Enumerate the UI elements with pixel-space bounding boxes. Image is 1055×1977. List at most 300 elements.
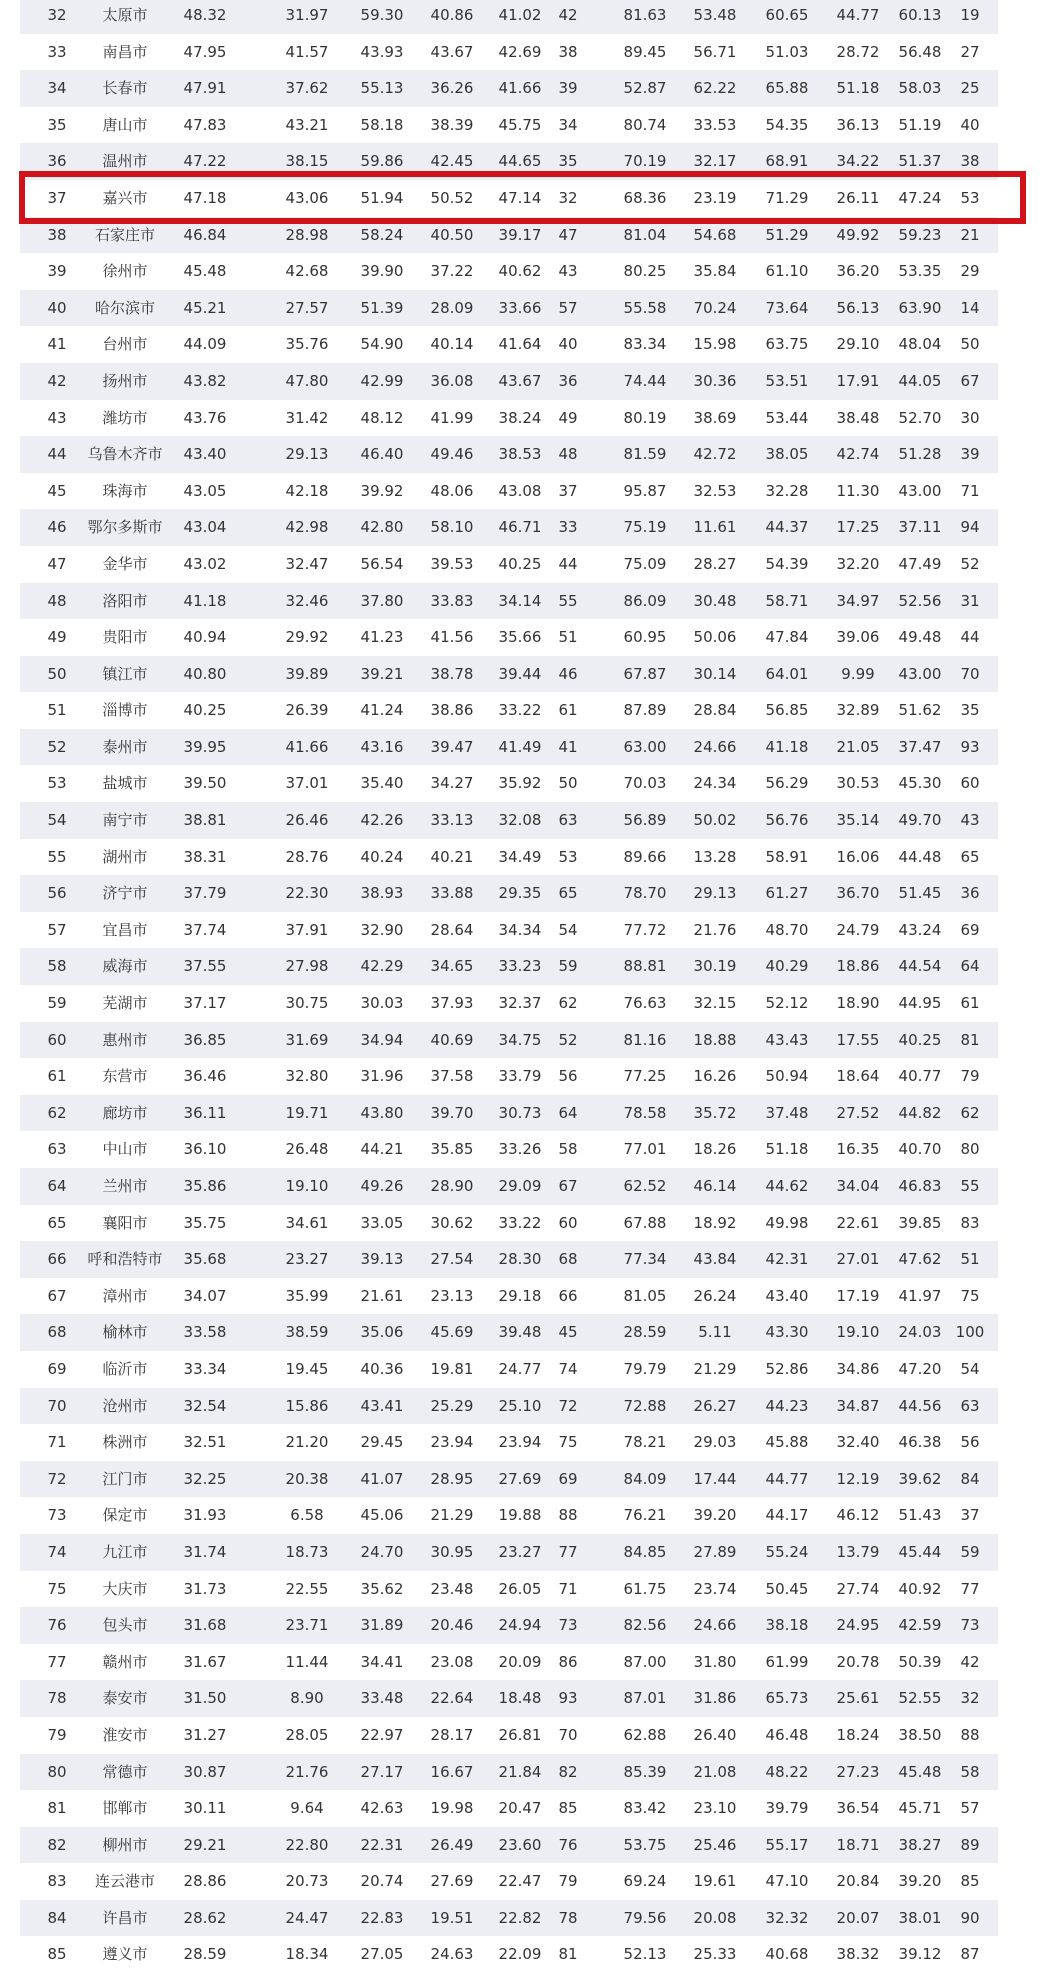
- cell-sub-score-5: 76.21: [623, 1506, 667, 1525]
- cell-sub-score-1: 37.01: [285, 774, 329, 793]
- cell-sub-rank-2: 94: [960, 518, 980, 537]
- cell-sub-score-8: 17.19: [836, 1286, 880, 1305]
- table-row: [20, 143, 998, 180]
- cell-sub-score-8: 30.53: [836, 774, 880, 793]
- cell-sub-score-9: 45.71: [898, 1799, 942, 1818]
- cell-sub-score-9: 52.70: [898, 408, 942, 427]
- cell-city: 沧州市: [102, 1396, 148, 1415]
- cell-sub-score-1: 42.68: [285, 262, 329, 281]
- table-row: [20, 1278, 998, 1315]
- cell-sub-score-7: 64.01: [765, 664, 809, 683]
- cell-sub-score-3: 43.67: [430, 42, 474, 61]
- cell-sub-rank-2: 87: [960, 1945, 980, 1964]
- cell-rank: 68: [47, 1323, 67, 1342]
- cell-sub-score-6: 15.98: [693, 335, 737, 354]
- cell-sub-score-4: 25.10: [498, 1396, 542, 1415]
- cell-sub-score-2: 31.96: [360, 1067, 404, 1086]
- cell-sub-score-8: 32.40: [836, 1433, 880, 1452]
- cell-sub-score-4: 33.26: [498, 1140, 542, 1159]
- cell-sub-score-9: 44.82: [898, 1103, 942, 1122]
- cell-sub-score-2: 39.92: [360, 481, 404, 500]
- table-row: [20, 729, 998, 766]
- cell-sub-score-7: 54.39: [765, 554, 809, 573]
- cell-sub-score-1: 42.98: [285, 518, 329, 537]
- cell-score: 39.95: [183, 737, 227, 756]
- cell-sub-rank-2: 50: [960, 335, 980, 354]
- cell-sub-score-9: 48.04: [898, 335, 942, 354]
- table-row: [20, 1241, 998, 1278]
- cell-sub-rank-2: 40: [960, 115, 980, 134]
- cell-sub-score-4: 40.25: [498, 554, 542, 573]
- cell-sub-rank-1: 67: [558, 1177, 578, 1195]
- cell-sub-score-7: 50.45: [765, 1579, 809, 1598]
- cell-sub-score-8: 17.55: [836, 1030, 880, 1049]
- cell-sub-score-9: 24.03: [898, 1323, 942, 1342]
- cell-city: 襄阳市: [102, 1213, 148, 1232]
- cell-score: 47.22: [183, 152, 227, 171]
- cell-sub-score-8: 26.11: [836, 188, 880, 207]
- cell-sub-score-5: 69.24: [623, 1872, 667, 1891]
- cell-sub-score-2: 32.90: [360, 920, 404, 939]
- cell-sub-score-7: 55.17: [765, 1835, 809, 1854]
- cell-sub-score-2: 38.93: [360, 884, 404, 903]
- cell-sub-rank-2: 29: [960, 262, 980, 281]
- cell-sub-score-8: 36.70: [836, 884, 880, 903]
- cell-sub-score-2: 37.80: [360, 591, 404, 610]
- cell-sub-score-3: 39.47: [430, 737, 474, 756]
- cell-sub-score-6: 27.89: [693, 1542, 737, 1561]
- cell-rank: 60: [47, 1030, 67, 1049]
- cell-sub-score-7: 32.32: [765, 1908, 809, 1927]
- cell-sub-score-1: 23.71: [285, 1616, 329, 1635]
- cell-sub-score-8: 27.23: [836, 1762, 880, 1781]
- table-row: [20, 1497, 998, 1534]
- cell-rank: 80: [47, 1762, 67, 1781]
- cell-sub-score-3: 41.56: [430, 628, 474, 647]
- cell-rank: 56: [47, 884, 67, 903]
- cell-sub-rank-2: 63: [960, 1396, 980, 1415]
- cell-sub-score-6: 32.53: [693, 481, 737, 500]
- cell-sub-score-1: 47.80: [285, 371, 329, 390]
- cell-sub-score-1: 37.91: [285, 920, 329, 939]
- cell-sub-score-6: 16.26: [693, 1067, 737, 1086]
- cell-sub-score-2: 59.86: [360, 152, 404, 171]
- cell-sub-rank-1: 47: [558, 225, 578, 244]
- cell-sub-rank-1: 81: [558, 1945, 578, 1964]
- cell-sub-score-7: 49.98: [765, 1213, 809, 1232]
- cell-sub-rank-2: 77: [960, 1579, 980, 1598]
- cell-sub-score-9: 60.13: [898, 6, 942, 24]
- cell-sub-score-2: 22.31: [360, 1835, 404, 1854]
- cell-rank: 79: [47, 1725, 67, 1744]
- cell-sub-score-4: 29.18: [498, 1286, 542, 1305]
- cell-sub-rank-2: 54: [960, 1359, 980, 1378]
- cell-sub-score-9: 51.37: [898, 152, 942, 171]
- cell-score: 31.74: [183, 1542, 227, 1561]
- cell-rank: 46: [47, 518, 67, 537]
- cell-sub-rank-2: 69: [960, 920, 980, 939]
- cell-score: 43.76: [183, 408, 227, 427]
- cell-sub-score-2: 29.45: [360, 1433, 404, 1452]
- cell-sub-rank-1: 54: [558, 920, 578, 939]
- cell-sub-score-8: 35.14: [836, 811, 880, 830]
- cell-sub-score-4: 23.94: [498, 1433, 542, 1452]
- cell-sub-score-8: 38.48: [836, 408, 880, 427]
- cell-sub-rank-1: 93: [558, 1689, 578, 1708]
- cell-sub-rank-1: 38: [558, 42, 578, 61]
- cell-sub-score-1: 18.73: [285, 1542, 329, 1561]
- cell-sub-score-3: 33.83: [430, 591, 474, 610]
- cell-sub-score-3: 40.50: [430, 225, 474, 244]
- cell-sub-score-9: 44.54: [898, 957, 942, 976]
- table-row: [20, 1680, 998, 1717]
- cell-sub-rank-1: 64: [558, 1103, 578, 1122]
- cell-sub-score-3: 49.46: [430, 445, 474, 464]
- cell-sub-score-1: 18.34: [285, 1945, 329, 1964]
- cell-sub-score-4: 43.08: [498, 481, 542, 500]
- cell-score: 40.94: [183, 628, 227, 647]
- cell-sub-score-8: 28.72: [836, 42, 880, 61]
- cell-sub-rank-1: 88: [558, 1506, 578, 1525]
- cell-city: 大庆市: [102, 1579, 148, 1598]
- cell-sub-rank-2: 67: [960, 371, 980, 390]
- cell-sub-score-3: 38.39: [430, 115, 474, 134]
- cell-sub-rank-1: 56: [558, 1067, 578, 1086]
- cell-score: 31.50: [183, 1689, 227, 1708]
- cell-sub-score-5: 75.09: [623, 554, 667, 573]
- cell-rank: 78: [47, 1689, 67, 1708]
- cell-sub-score-6: 31.80: [693, 1652, 737, 1671]
- cell-sub-score-3: 21.29: [430, 1506, 474, 1525]
- cell-sub-score-4: 24.94: [498, 1616, 542, 1635]
- table-row: [20, 1058, 998, 1095]
- cell-sub-score-1: 22.80: [285, 1835, 329, 1854]
- cell-sub-rank-2: 35: [960, 701, 980, 720]
- cell-sub-score-1: 29.92: [285, 628, 329, 647]
- table-row: [20, 400, 998, 437]
- cell-sub-score-8: 34.97: [836, 591, 880, 610]
- cell-sub-score-7: 40.68: [765, 1945, 809, 1964]
- cell-sub-score-7: 51.29: [765, 225, 809, 244]
- cell-sub-score-4: 26.05: [498, 1579, 542, 1598]
- cell-rank: 55: [47, 847, 67, 866]
- cell-score: 37.74: [183, 920, 227, 939]
- cell-sub-rank-1: 68: [558, 1250, 578, 1269]
- cell-sub-score-2: 44.21: [360, 1140, 404, 1159]
- cell-sub-rank-2: 27: [960, 42, 980, 61]
- cell-sub-score-7: 61.10: [765, 262, 809, 281]
- cell-sub-score-9: 53.35: [898, 262, 942, 281]
- cell-sub-score-2: 54.90: [360, 335, 404, 354]
- cell-sub-score-5: 81.05: [623, 1286, 667, 1305]
- cell-sub-score-4: 23.27: [498, 1542, 542, 1561]
- cell-sub-score-6: 42.72: [693, 445, 737, 464]
- cell-sub-rank-2: 39: [960, 445, 980, 464]
- cell-sub-score-3: 50.52: [430, 188, 474, 207]
- cell-sub-score-8: 24.79: [836, 920, 880, 939]
- cell-rank: 58: [47, 957, 67, 976]
- cell-sub-score-4: 33.66: [498, 298, 542, 317]
- cell-sub-score-9: 49.48: [898, 628, 942, 647]
- cell-sub-score-3: 19.51: [430, 1908, 474, 1927]
- cell-sub-score-5: 81.63: [623, 6, 667, 24]
- cell-sub-rank-1: 42: [558, 6, 578, 24]
- cell-sub-score-7: 58.71: [765, 591, 809, 610]
- cell-sub-score-3: 33.88: [430, 884, 474, 903]
- cell-sub-score-1: 41.57: [285, 42, 329, 61]
- cell-sub-score-1: 27.98: [285, 957, 329, 976]
- table-row: [20, 546, 998, 583]
- cell-sub-score-6: 23.74: [693, 1579, 737, 1598]
- cell-sub-score-4: 28.30: [498, 1250, 542, 1269]
- cell-sub-score-2: 58.18: [360, 115, 404, 134]
- cell-sub-score-6: 25.33: [693, 1945, 737, 1964]
- cell-sub-score-5: 83.42: [623, 1799, 667, 1818]
- cell-sub-score-4: 39.17: [498, 225, 542, 244]
- cell-sub-score-5: 70.03: [623, 774, 667, 793]
- cell-city: 呼和浩特市: [87, 1250, 163, 1269]
- cell-sub-rank-2: 89: [960, 1835, 980, 1854]
- cell-sub-score-2: 41.24: [360, 701, 404, 720]
- cell-sub-score-8: 34.86: [836, 1359, 880, 1378]
- cell-city: 邯郸市: [102, 1799, 148, 1818]
- cell-sub-rank-1: 75: [558, 1433, 578, 1452]
- cell-sub-score-1: 20.38: [285, 1469, 329, 1488]
- cell-score: 32.51: [183, 1433, 227, 1452]
- cell-sub-score-9: 45.48: [898, 1762, 942, 1781]
- cell-sub-score-2: 42.99: [360, 371, 404, 390]
- cell-sub-score-4: 23.60: [498, 1835, 542, 1854]
- cell-sub-score-3: 23.08: [430, 1652, 474, 1671]
- cell-sub-score-5: 77.72: [623, 920, 667, 939]
- cell-sub-score-5: 86.09: [623, 591, 667, 610]
- cell-score: 32.54: [183, 1396, 227, 1415]
- cell-sub-score-6: 56.71: [693, 42, 737, 61]
- cell-sub-score-1: 30.75: [285, 994, 329, 1013]
- cell-sub-score-9: 40.70: [898, 1140, 942, 1159]
- cell-sub-score-5: 89.66: [623, 847, 667, 866]
- cell-sub-score-1: 41.66: [285, 737, 329, 756]
- cell-score: 35.68: [183, 1250, 227, 1269]
- cell-sub-score-3: 36.26: [430, 79, 474, 98]
- cell-sub-score-2: 51.39: [360, 298, 404, 317]
- cell-sub-score-9: 43.00: [898, 481, 942, 500]
- cell-sub-score-5: 61.75: [623, 1579, 667, 1598]
- cell-score: 37.17: [183, 994, 227, 1013]
- cell-sub-score-2: 24.70: [360, 1542, 404, 1561]
- cell-sub-score-4: 20.09: [498, 1652, 542, 1671]
- cell-sub-rank-1: 46: [558, 664, 578, 683]
- cell-score: 35.86: [183, 1177, 227, 1195]
- cell-sub-rank-2: 59: [960, 1542, 980, 1561]
- cell-sub-rank-1: 60: [558, 1213, 578, 1232]
- cell-rank: 45: [47, 481, 67, 500]
- cell-sub-score-3: 37.93: [430, 994, 474, 1013]
- cell-sub-score-6: 5.11: [698, 1323, 732, 1342]
- cell-sub-score-6: 46.14: [693, 1177, 737, 1195]
- cell-sub-score-4: 34.34: [498, 920, 542, 939]
- cell-sub-score-2: 27.05: [360, 1945, 404, 1964]
- cell-city: 许昌市: [102, 1908, 148, 1927]
- cell-rank: 83: [47, 1872, 67, 1891]
- cell-sub-score-8: 18.71: [836, 1835, 880, 1854]
- cell-sub-rank-1: 63: [558, 811, 578, 830]
- cell-sub-score-4: 45.75: [498, 115, 542, 134]
- cell-sub-score-7: 61.27: [765, 884, 809, 903]
- cell-sub-rank-1: 79: [558, 1872, 578, 1891]
- cell-sub-score-4: 35.92: [498, 774, 542, 793]
- cell-sub-score-3: 28.17: [430, 1725, 474, 1744]
- cell-sub-rank-2: 31: [960, 591, 980, 610]
- cell-sub-score-8: 56.13: [836, 298, 880, 317]
- cell-sub-score-4: 35.66: [498, 628, 542, 647]
- cell-sub-score-1: 21.76: [285, 1762, 329, 1781]
- cell-sub-score-1: 29.13: [285, 445, 329, 464]
- cell-sub-score-8: 18.24: [836, 1725, 880, 1744]
- cell-sub-score-8: 13.79: [836, 1542, 880, 1561]
- cell-sub-score-7: 44.37: [765, 518, 809, 537]
- cell-sub-score-4: 39.44: [498, 664, 542, 683]
- table-row: [20, 583, 998, 620]
- cell-sub-score-7: 46.48: [765, 1725, 809, 1744]
- cell-sub-score-9: 39.12: [898, 1945, 942, 1964]
- cell-sub-score-1: 26.46: [285, 811, 329, 830]
- cell-sub-score-2: 39.21: [360, 664, 404, 683]
- cell-score: 33.34: [183, 1359, 227, 1378]
- cell-city: 鄂尔多斯市: [87, 518, 163, 537]
- cell-sub-score-1: 15.86: [285, 1396, 329, 1415]
- cell-sub-score-8: 16.35: [836, 1140, 880, 1159]
- cell-sub-score-4: 18.48: [498, 1689, 542, 1708]
- cell-sub-score-7: 52.12: [765, 994, 809, 1013]
- cell-sub-rank-1: 52: [558, 1030, 578, 1049]
- cell-sub-score-7: 55.24: [765, 1542, 809, 1561]
- cell-sub-score-6: 30.19: [693, 957, 737, 976]
- cell-sub-score-1: 38.15: [285, 152, 329, 171]
- cell-sub-score-9: 37.47: [898, 737, 942, 756]
- cell-sub-score-4: 33.22: [498, 701, 542, 720]
- cell-sub-score-5: 79.56: [623, 1908, 667, 1927]
- cell-sub-rank-2: 88: [960, 1725, 980, 1744]
- cell-sub-score-5: 85.39: [623, 1762, 667, 1781]
- cell-city: 保定市: [102, 1506, 148, 1525]
- cell-sub-score-9: 37.11: [898, 518, 942, 537]
- cell-sub-score-5: 77.25: [623, 1067, 667, 1086]
- table-row: [20, 1607, 998, 1644]
- cell-sub-rank-1: 73: [558, 1616, 578, 1635]
- cell-rank: 38: [47, 225, 67, 244]
- cell-sub-rank-2: 81: [960, 1030, 980, 1049]
- cell-sub-rank-1: 82: [558, 1762, 578, 1781]
- cell-sub-rank-1: 45: [558, 1323, 578, 1342]
- cell-score: 43.82: [183, 371, 227, 390]
- cell-sub-score-9: 50.39: [898, 1652, 942, 1671]
- cell-city: 赣州市: [102, 1652, 148, 1671]
- cell-sub-score-4: 19.88: [498, 1506, 542, 1525]
- cell-sub-score-1: 37.62: [285, 79, 329, 98]
- cell-sub-score-9: 44.95: [898, 994, 942, 1013]
- cell-sub-rank-1: 32: [558, 188, 578, 207]
- table-row: [20, 290, 998, 327]
- cell-sub-score-7: 43.43: [765, 1030, 809, 1049]
- cell-sub-score-8: 32.89: [836, 701, 880, 720]
- cell-sub-score-3: 23.13: [430, 1286, 474, 1305]
- cell-sub-score-8: 51.18: [836, 79, 880, 98]
- cell-sub-score-7: 56.29: [765, 774, 809, 793]
- cell-score: 28.59: [183, 1945, 227, 1964]
- cell-city: 中山市: [102, 1140, 148, 1159]
- cell-sub-score-1: 21.20: [285, 1433, 329, 1452]
- table-row: [20, 1827, 998, 1864]
- cell-sub-score-5: 75.19: [623, 518, 667, 537]
- cell-rank: 62: [47, 1103, 67, 1122]
- cell-sub-score-8: 20.78: [836, 1652, 880, 1671]
- cell-score: 28.86: [183, 1872, 227, 1891]
- cell-score: 41.18: [183, 591, 227, 610]
- cell-sub-score-3: 16.67: [430, 1762, 474, 1781]
- cell-sub-score-6: 20.08: [693, 1908, 737, 1927]
- cell-sub-score-9: 58.03: [898, 79, 942, 98]
- cell-sub-rank-2: 83: [960, 1213, 980, 1232]
- cell-sub-rank-2: 57: [960, 1799, 980, 1818]
- cell-sub-score-2: 58.24: [360, 225, 404, 244]
- cell-score: 47.95: [183, 42, 227, 61]
- cell-city: 扬州市: [102, 371, 148, 390]
- cell-sub-score-9: 39.62: [898, 1469, 942, 1488]
- cell-city: 临沂市: [102, 1359, 148, 1378]
- cell-sub-score-1: 22.30: [285, 884, 329, 903]
- cell-sub-score-8: 27.74: [836, 1579, 880, 1598]
- cell-sub-score-6: 24.66: [693, 1616, 737, 1635]
- cell-sub-score-2: 39.13: [360, 1250, 404, 1269]
- cell-sub-score-1: 31.69: [285, 1030, 329, 1049]
- cell-sub-score-7: 48.22: [765, 1762, 809, 1781]
- cell-sub-score-5: 77.34: [623, 1250, 667, 1269]
- cell-sub-score-7: 56.76: [765, 811, 809, 830]
- cell-sub-score-8: 36.13: [836, 115, 880, 134]
- cell-sub-score-9: 39.20: [898, 1872, 942, 1891]
- cell-sub-score-6: 32.17: [693, 152, 737, 171]
- cell-sub-rank-1: 36: [558, 371, 578, 390]
- cell-city: 石家庄市: [94, 225, 156, 244]
- cell-rank: 84: [47, 1908, 67, 1927]
- cell-city: 威海市: [102, 957, 148, 976]
- cell-sub-rank-2: 75: [960, 1286, 980, 1305]
- table-row: [20, 70, 998, 107]
- cell-sub-score-6: 50.02: [693, 811, 737, 830]
- cell-sub-score-9: 47.62: [898, 1250, 942, 1269]
- cell-sub-score-5: 56.89: [623, 811, 667, 830]
- cell-sub-rank-2: 100: [955, 1323, 985, 1342]
- cell-score: 45.48: [183, 262, 227, 281]
- cell-sub-score-9: 47.20: [898, 1359, 942, 1378]
- cell-city: 柳州市: [102, 1835, 148, 1854]
- cell-sub-score-2: 30.03: [360, 994, 404, 1013]
- cell-sub-rank-1: 74: [558, 1359, 578, 1378]
- cell-sub-score-2: 21.61: [360, 1286, 404, 1305]
- cell-sub-score-1: 26.39: [285, 701, 329, 720]
- cell-sub-score-4: 44.65: [498, 152, 542, 171]
- cell-sub-score-5: 60.95: [623, 628, 667, 647]
- cell-sub-score-5: 88.81: [623, 957, 667, 976]
- cell-sub-score-8: 34.04: [836, 1177, 880, 1195]
- cell-sub-score-5: 68.36: [623, 188, 667, 207]
- cell-sub-rank-1: 51: [558, 628, 578, 647]
- cell-sub-score-3: 25.29: [430, 1396, 474, 1415]
- cell-sub-score-3: 28.95: [430, 1469, 474, 1488]
- cell-sub-score-5: 55.58: [623, 298, 667, 317]
- cell-sub-score-6: 26.40: [693, 1725, 737, 1744]
